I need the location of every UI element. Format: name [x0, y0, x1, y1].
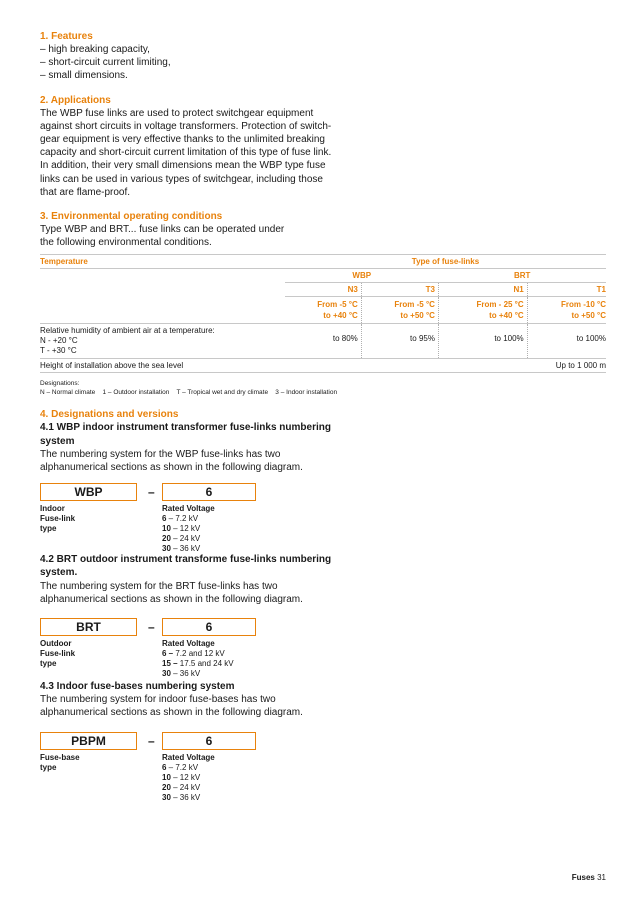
- type-label: Indoor Fuse-link type: [40, 504, 76, 534]
- temperature-header: Temperature: [40, 255, 285, 269]
- footer-label: Fuses: [571, 873, 595, 882]
- wbp-diagram: [40, 483, 606, 554]
- rated-voltage-list: Rated Voltage 6 – 7.2 kV 10 – 12 kV 20 – 24 kV 30 – 36 kV: [162, 504, 215, 554]
- section4: [40, 408, 606, 474]
- designations-note: [40, 379, 606, 397]
- applications-line: gear equipment is very effective thanks to the unlimited breaking: [40, 134, 325, 146]
- humidity-value: to 80%: [285, 324, 361, 359]
- range-cell: From -10 °C to +50 °C: [527, 297, 606, 324]
- code-box: PBPM: [40, 732, 137, 750]
- voltage-box: 6: [162, 618, 256, 636]
- sub1-title: 4.1 WBP indoor instrument transformer fuse-links numbering: [40, 422, 331, 434]
- sub3-text: alphanumerical sections as shown in the following diagram.: [40, 707, 303, 719]
- designations-title: Designations:: [40, 380, 80, 388]
- code-dash: –: [148, 620, 155, 635]
- code-dash: –: [148, 733, 155, 748]
- code-header: T3: [361, 283, 438, 297]
- applications-line: The WBP fuse links are used to protect switchgear equipment: [40, 107, 314, 119]
- page-footer: [572, 873, 606, 882]
- range-cell: From -5 °C to +50 °C: [361, 297, 438, 324]
- sub1-title: system: [40, 435, 75, 447]
- pbpm-diagram: [40, 732, 606, 802]
- range-cell: From - 25 °C to +40 °C: [438, 297, 527, 324]
- brt-diagram: [40, 618, 606, 679]
- feature-item: – high breaking capacity,: [40, 44, 150, 55]
- sub3-title: 4.3 Indoor fuse-bases numbering system: [40, 681, 235, 693]
- rated-voltage-list: Rated Voltage 6 – 7.2 and 12 kV 15 – 17.5 and 24 kV 30 – 36 kV: [162, 639, 234, 679]
- group-header-wbp: WBP: [285, 269, 438, 283]
- voltage-box: 6: [162, 483, 256, 501]
- voltage-box: 6: [162, 732, 256, 750]
- applications-line: links can be used in various types of switchgear, including those: [40, 173, 323, 185]
- section4-title: 4. Designations and versions: [40, 409, 179, 421]
- sub2-text: The numbering system for the BRT fuse-links has two: [40, 580, 278, 592]
- applications-line: against short circuits in voltage transformers. Protection of switch-: [40, 120, 332, 132]
- code-box: WBP: [40, 483, 137, 501]
- environment-table: [40, 254, 606, 373]
- humidity-value: to 95%: [361, 324, 438, 359]
- code-header: N1: [438, 283, 527, 297]
- humidity-value: to 100%: [438, 324, 527, 359]
- environment-line: Type WBP and BRT... fuse links can be operated under: [40, 224, 285, 236]
- sub2-title: 4.2 BRT outdoor instrument transforme fuse-links numbering: [40, 554, 332, 566]
- features-title: 1. Features: [40, 31, 93, 42]
- height-label: Height of installation above the sea level: [40, 359, 285, 373]
- applications-title: 2. Applications: [40, 94, 111, 106]
- sub2-text: alphanumerical sections as shown in the following diagram.: [40, 593, 303, 605]
- applications-line: that are flame-proof.: [40, 186, 131, 198]
- type-header: Type of fuse-links: [285, 255, 606, 269]
- feature-item: – short-circuit current limiting,: [40, 57, 171, 69]
- code-box: BRT: [40, 618, 137, 636]
- range-cell: From -5 °C to +40 °C: [285, 297, 361, 324]
- page-number: 31: [597, 873, 606, 882]
- sub1-text: The numbering system for the WBP fuse-links has two: [40, 448, 281, 460]
- rated-voltage-list: Rated Voltage 6 – 7.2 kV 10 – 12 kV 20 – 24 kV 30 – 36 kV: [162, 752, 215, 802]
- designations-text: N – Normal climate 1 – Outdoor installation T – Tropical wet and dry climate 3 – Indoor installation: [40, 389, 338, 397]
- feature-item: – small dimensions.: [40, 70, 128, 82]
- sub1-text: alphanumerical sections as shown in the following diagram.: [40, 462, 303, 474]
- code-dash: –: [148, 485, 155, 500]
- sub3: [40, 680, 606, 720]
- humidity-label: Relative humidity of ambient air at a temperature: N - +20 °C T - +30 °C: [40, 324, 285, 359]
- sub3-text: The numbering system for indoor fuse-bases has two: [40, 694, 276, 706]
- environment-section: [40, 210, 606, 249]
- code-header: N3: [285, 283, 361, 297]
- group-header-brt: BRT: [438, 269, 606, 283]
- features-section: [40, 30, 606, 83]
- humidity-value: to 100%: [527, 324, 606, 359]
- sub2-title: system.: [40, 567, 78, 579]
- sub2: [40, 553, 606, 606]
- applications-section: [40, 94, 606, 199]
- applications-line: In addition, their very small dimensions mean the WBP type fuse: [40, 160, 326, 172]
- environment-title: 3. Environmental operating conditions: [40, 211, 223, 223]
- code-header: T1: [527, 283, 606, 297]
- applications-line: capacity and short-circuit current limitation of this type of fuse link.: [40, 147, 332, 159]
- type-label: Outdoor Fuse-link type: [40, 639, 76, 669]
- height-value: Up to 1 000 m: [285, 359, 606, 373]
- document-page: [40, 30, 606, 802]
- type-label: Fuse-base type: [40, 752, 80, 772]
- environment-line: the following environmental conditions.: [40, 237, 212, 249]
